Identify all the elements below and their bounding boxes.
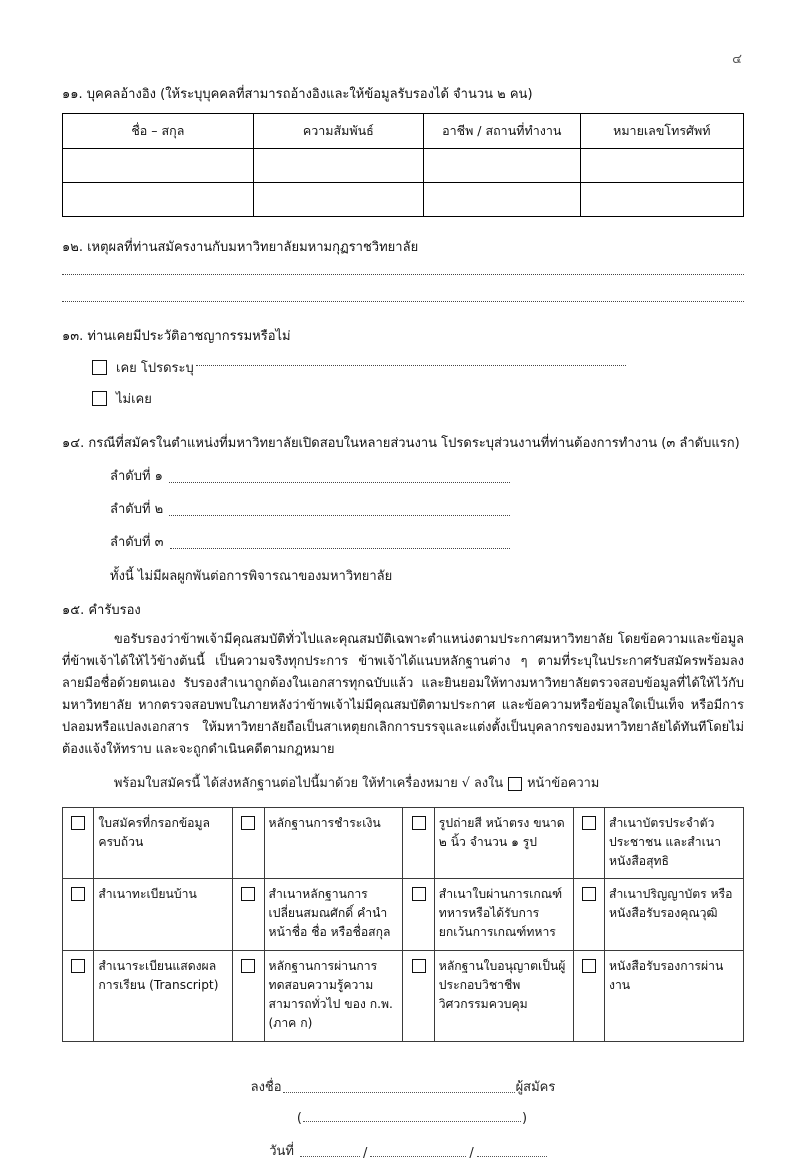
attachment-instruction-text-before: พร้อมใบสมัครนี้ ได้ส่งหลักฐานต่อไปนี้มาด้วย ให้ทำเครื่องหมาย √ ลงใน [114,776,504,792]
choice-input-3[interactable] [170,548,510,549]
section-11-heading: ๑๑. บุคคลอ้างอิง (ให้ระบุบุคคลที่สามารถอ้างอิงและให้ข้อมูลรับรองได้ จำนวน ๒ คน) [62,87,533,102]
column-header-phone: หมายเลขโทรศัพท์ [580,113,743,148]
checkbox-icon[interactable] [412,887,426,901]
checklist-checkbox-cell[interactable] [63,879,94,951]
close-paren: ) [522,1110,528,1126]
date-day-input[interactable] [300,1156,360,1157]
attachment-instruction [114,774,744,794]
section-15-heading: ๑๕. คำรับรอง [62,603,141,619]
section-15-certification [62,602,744,1041]
date-slash-1: / [362,1145,368,1161]
section-12-reason [62,239,744,302]
certification-paragraph [62,629,744,761]
section-14-note: ทั้งนี้ ไม่มีผลผูกพันต่อการพิจารณาของมหาวิทยาลัย [110,569,393,585]
checklist-item-photo: รูปถ่ายสี หน้าตรง ขนาด ๒ นิ้ว จำนวน ๑ รูป [434,807,573,879]
printed-name-input[interactable] [303,1121,521,1122]
table-row[interactable] [63,182,744,216]
criminal-record-detail-input[interactable] [196,365,626,366]
column-header-relationship: ความสัมพันธ์ [253,113,423,148]
checklist-checkbox-cell[interactable] [403,807,434,879]
option-label-no: ไม่เคย [116,391,152,407]
preferred-unit-choice-3[interactable] [110,531,510,552]
checkbox-icon[interactable] [71,887,85,901]
date-slash-2: / [469,1145,474,1161]
checkbox-icon[interactable] [71,816,85,830]
checklist-checkbox-cell[interactable] [233,807,264,879]
checkbox-icon[interactable] [92,391,107,406]
checklist-item-engineering-license: หลักฐานใบอนุญาตเป็นผู้ประกอบวิชาชีพวิศวกรรมควบคุม [434,951,573,1042]
choice-input-2[interactable] [169,515,510,516]
certification-text: ขอรับรองว่าข้าพเจ้ามีคุณสมบัติทั่วไปและคุณสมบัติเฉพาะตำแหน่งตามประกาศมหาวิทยาลัย โดยข้อความและข้อมูลที่ข้าพเจ้าได้ให้ไว้ข้างต้นนี้ เป็นความจริงทุกประการ ข้าพเจ้าได้แนบหลักฐานต่าง ๆ ตามที่ระบุในประกาศรับสมัครพร้อมลงลายมือชื่อด้วยตนเอง รับรองสำเนาถูกต้องในเอกสารทุกฉบับแล้ว และยินยอมให้ทางมหาวิทยาลัยตรวจสอบข้อมูลที่ได้ให้ไว้กับมหาวิทยาลัย หากตรวจสอบพบในภายหลังว่าข้าพเจ้าไม่มีคุณสมบัติตามประกาศ และข้อความหรือข้อมูลใดเป็นเท็จ หรือมีการปลอมหรือแปลงเอกสาร ให้มหาวิทยาลัยถือเป็นสาเหตุยกเลิกการบรรจุและแต่งตั้งเป็นบุคลากรของมหาวิทยาลัยได้ทันทีโดยไม่ต้องแจ้งให้ทราบ และจะถูกดำเนินคดีตามกฎหมาย [62,632,744,758]
checklist-item-id-card-copy: สำเนาบัตรประจำตัวประชาชน และสำเนาหนังสือสุทธิ [605,807,744,879]
date-row [62,1140,744,1161]
open-paren: ( [296,1110,302,1126]
printed-name-row [62,1111,744,1126]
checklist-checkbox-cell[interactable] [403,951,434,1042]
reference-1-name-cell[interactable] [63,148,254,182]
checklist-checkbox-cell[interactable] [573,879,604,951]
checklist-checkbox-cell[interactable] [573,951,604,1042]
checkbox-icon[interactable] [582,959,596,973]
checklist-item-military-service: สำเนาใบผ่านการเกณฑ์ทหารหรือได้รับการยกเว้นการเกณฑ์ทหาร [434,879,573,951]
checkbox-icon[interactable] [582,816,596,830]
checklist-item-work-certificate: หนังสือรับรองการผ่านงาน [605,951,744,1042]
column-header-occupation: อาชีพ / สถานที่ทำงาน [423,113,580,148]
applicant-label: ผู้สมัคร [515,1079,556,1095]
checklist-item-degree-certificate: สำเนาปริญญาบัตร หรือหนังสือรับรองคุณวุฒิ [605,879,744,951]
date-year-input[interactable] [477,1156,547,1157]
table-row [63,807,744,879]
criminal-record-option-no[interactable] [92,388,744,409]
date-month-input[interactable] [370,1156,466,1157]
choice-label-2: ลำดับที่ ๒ [110,502,164,518]
references-table-header-row [63,113,744,148]
table-row[interactable] [63,148,744,182]
checkbox-icon [508,777,522,791]
attachment-instruction-text-after: หน้าข้อความ [527,776,600,792]
section-14-heading: ๑๔. กรณีที่สมัครในตำแหน่งที่มหาวิทยาลัยเปิดสอบในหลายส่วนงาน โปรดระบุส่วนงานที่ท่านต้องการทำงาน (๓ ลำดับแรก) [62,435,740,451]
criminal-record-option-yes[interactable] [92,357,744,378]
table-row [63,879,744,951]
section-13-criminal-record [62,328,744,409]
checkbox-icon[interactable] [412,816,426,830]
option-label-yes: เคย โปรดระบุ [116,360,194,376]
signature-line-row [62,1076,744,1097]
checkbox-icon[interactable] [241,959,255,973]
signature-input[interactable] [283,1092,515,1093]
checklist-checkbox-cell[interactable] [573,807,604,879]
reference-2-name-cell[interactable] [63,182,254,216]
checklist-checkbox-cell[interactable] [233,879,264,951]
choice-label-1: ลำดับที่ ๑ [110,469,163,485]
reference-2-phone-cell[interactable] [580,182,743,216]
column-header-name: ชื่อ – สกุล [63,113,254,148]
checklist-checkbox-cell[interactable] [63,951,94,1042]
checkbox-icon[interactable] [241,887,255,901]
attachment-checklist-table [62,807,744,1042]
checklist-item-name-change-proof: สำเนาหลักฐานการเปลี่ยนสมณศักดิ์ คำนำหน้าชื่อ ชื่อ หรือชื่อสกุล [264,879,403,951]
checklist-item-house-registration: สำเนาทะเบียนบ้าน [94,879,233,951]
table-row [63,951,744,1042]
reference-2-occupation-cell[interactable] [423,182,580,216]
checkbox-icon[interactable] [92,360,107,375]
signature-label: ลงชื่อ [250,1079,282,1095]
checkbox-icon[interactable] [412,959,426,973]
checklist-item-civil-service-exam: หลักฐานการผ่านการทดสอบความรู้ความสามารถทั่วไป ของ ก.พ. (ภาค ก) [264,951,403,1042]
checklist-item-payment-proof: หลักฐานการชำระเงิน [264,807,403,879]
checklist-item-transcript: สำเนาระเบียนแสดงผลการเรียน (Transcript) [94,951,233,1042]
form-content [62,86,744,1175]
choice-label-3: ลำดับที่ ๓ [110,535,164,551]
preferred-unit-choice-2[interactable] [110,498,510,519]
preferred-unit-choice-1[interactable] [110,465,510,486]
checkbox-icon[interactable] [71,959,85,973]
reference-2-relationship-cell[interactable] [253,182,423,216]
references-table [62,113,744,217]
checklist-item-application-form: ใบสมัครที่กรอกข้อมูลครบถ้วน [94,807,233,879]
reference-1-occupation-cell[interactable] [423,148,580,182]
date-label: วันที่ [269,1143,294,1159]
reference-1-phone-cell[interactable] [580,148,743,182]
checklist-checkbox-cell[interactable] [233,951,264,1042]
checkbox-icon[interactable] [241,816,255,830]
reason-line-2[interactable] [62,301,744,302]
section-12-heading: ๑๒. เหตุผลที่ท่านสมัครงานกับมหาวิทยาลัยมหามกุฏราชวิทยาลัย [62,239,419,255]
section-13-heading: ๑๓. ท่านเคยมีประวัติอาชญากรรมหรือไม่ [62,328,291,344]
checklist-checkbox-cell[interactable] [403,879,434,951]
section-11-references [62,86,744,217]
section-14-preferred-units [62,435,744,587]
choice-input-1[interactable] [169,482,510,483]
reason-line-1[interactable] [62,274,744,275]
page-number: ๔ [732,52,742,67]
reference-1-relationship-cell[interactable] [253,148,423,182]
signature-block [62,1076,744,1161]
checklist-checkbox-cell[interactable] [63,807,94,879]
checkbox-icon[interactable] [582,887,596,901]
